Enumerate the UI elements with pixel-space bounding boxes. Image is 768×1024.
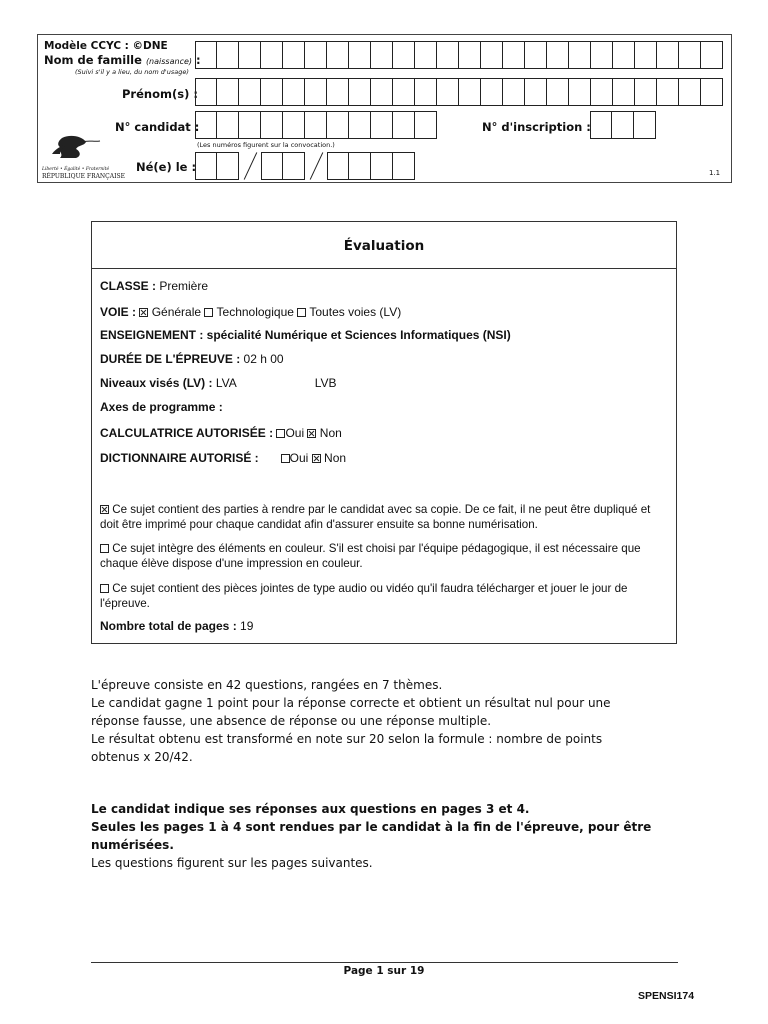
- instruction-line: Seules les pages 1 à 4 sont rendues par le candidat à la fin de l'épreuve, pour être: [91, 820, 652, 834]
- candidate-number-label: N° candidat :: [115, 120, 200, 134]
- inscription-label: N° d'inscription :: [482, 120, 591, 134]
- instruction-line: Le candidat indique ses réponses aux questions en pages 3 et 4.: [91, 802, 530, 816]
- total-pages-row: Nombre total de pages : 19: [100, 619, 254, 633]
- instruction-line: obtenus x 20/42.: [91, 750, 193, 764]
- family-name-label: Nom de famille (naissance) :: [44, 53, 201, 67]
- candidate-note: (Les numéros figurent sur la convocation.): [197, 141, 335, 149]
- instruction-line: Le résultat obtenu est transformé en note sur 20 selon la formule : nombre de points: [91, 732, 603, 746]
- calculatrice-row: CALCULATRICE AUTORISÉE : Oui Non: [100, 426, 342, 440]
- submission-instructions: [91, 800, 651, 872]
- instruction-line: numérisées.: [91, 838, 174, 852]
- voie-row: VOIE : Générale Technologique Toutes voies (LV): [100, 305, 402, 319]
- checkbox-checked-icon: [139, 308, 148, 317]
- checkbox-icon: [204, 308, 213, 317]
- instruction-line: réponse fausse, une absence de réponse ou une réponse multiple.: [91, 714, 492, 728]
- note-attachments: Ce sujet contient des pièces jointes de type audio ou vidéo qu'il faudra télécharger et jouer le jour de l'épreuve.: [100, 582, 628, 610]
- page-number: Page 1 sur 19: [343, 965, 425, 977]
- model-label: Modèle CCYC : ©DNE: [44, 40, 168, 52]
- evaluation-title: Évaluation: [92, 222, 676, 269]
- enseignement-row: ENSEIGNEMENT : spécialité Numérique et Sciences Informatiques (NSI): [100, 328, 511, 342]
- instruction-line: L'épreuve consiste en 42 questions, rangées en 7 thèmes.: [91, 678, 443, 692]
- instructions: [91, 676, 611, 766]
- classe-row: CLASSE : Première: [100, 279, 209, 293]
- birth-date-label: Né(e) le :: [136, 160, 197, 174]
- birth-year-cells[interactable]: [327, 152, 415, 180]
- checkbox-icon: [297, 308, 306, 317]
- checkbox-icon: [100, 584, 109, 593]
- subject-code: SPENSI174: [638, 990, 695, 1002]
- birth-month-cells[interactable]: [261, 152, 305, 180]
- footer-divider: [91, 962, 678, 963]
- family-name-cells[interactable]: [195, 41, 723, 69]
- checkbox-checked-icon: [312, 454, 321, 463]
- note-parts-to-return: Ce sujet contient des parties à rendre par le candidat avec sa copie. De ce fait, il ne peut être dupliqué et doit être imprimé pour chaque candidat afin d'assurer ensuite sa bonne numérisation.: [100, 503, 651, 531]
- logo-motto: Liberté • Égalité • Fraternité: [42, 167, 110, 172]
- inscription-cells[interactable]: [590, 111, 656, 139]
- duree-row: DURÉE DE L'ÉPREUVE : 02 h 00: [100, 352, 284, 366]
- family-name-sub: (Suivi s'il y a lieu, du nom d'usage): [75, 68, 189, 76]
- instruction-line: Le candidat gagne 1 point pour la réponse correcte et obtient un résultat nul pour une: [91, 696, 611, 710]
- evaluation-box: [91, 221, 677, 644]
- axes-row: Axes de programme :: [100, 400, 223, 414]
- checkbox-icon: [281, 454, 290, 463]
- note-color: Ce sujet intègre des éléments en couleur. S'il est choisi par l'équipe pédagogique, il est nécessaire que chaque élève dispose d'une impression en couleur.: [100, 542, 641, 570]
- birth-day-cells[interactable]: [195, 152, 239, 180]
- republique-francaise-logo: [42, 132, 125, 180]
- checkbox-icon: [276, 429, 285, 438]
- checkbox-checked-icon: [307, 429, 316, 438]
- dictionnaire-row: DICTIONNAIRE AUTORISÉ : Oui Non: [100, 451, 347, 465]
- niveaux-row: Niveaux visés (LV) : LVA LVB: [100, 376, 337, 390]
- form-version: 1.1: [709, 169, 721, 177]
- instruction-line: Les questions figurent sur les pages suivantes.: [91, 856, 373, 870]
- first-name-cells[interactable]: [195, 78, 723, 106]
- candidate-number-cells[interactable]: [195, 111, 437, 139]
- first-name-label: Prénom(s) :: [122, 87, 198, 101]
- logo-republique: RÉPUBLIQUE FRANÇAISE: [42, 173, 125, 180]
- marianne-icon: [42, 132, 120, 162]
- checkbox-icon: [100, 544, 109, 553]
- checkbox-checked-icon: [100, 505, 109, 514]
